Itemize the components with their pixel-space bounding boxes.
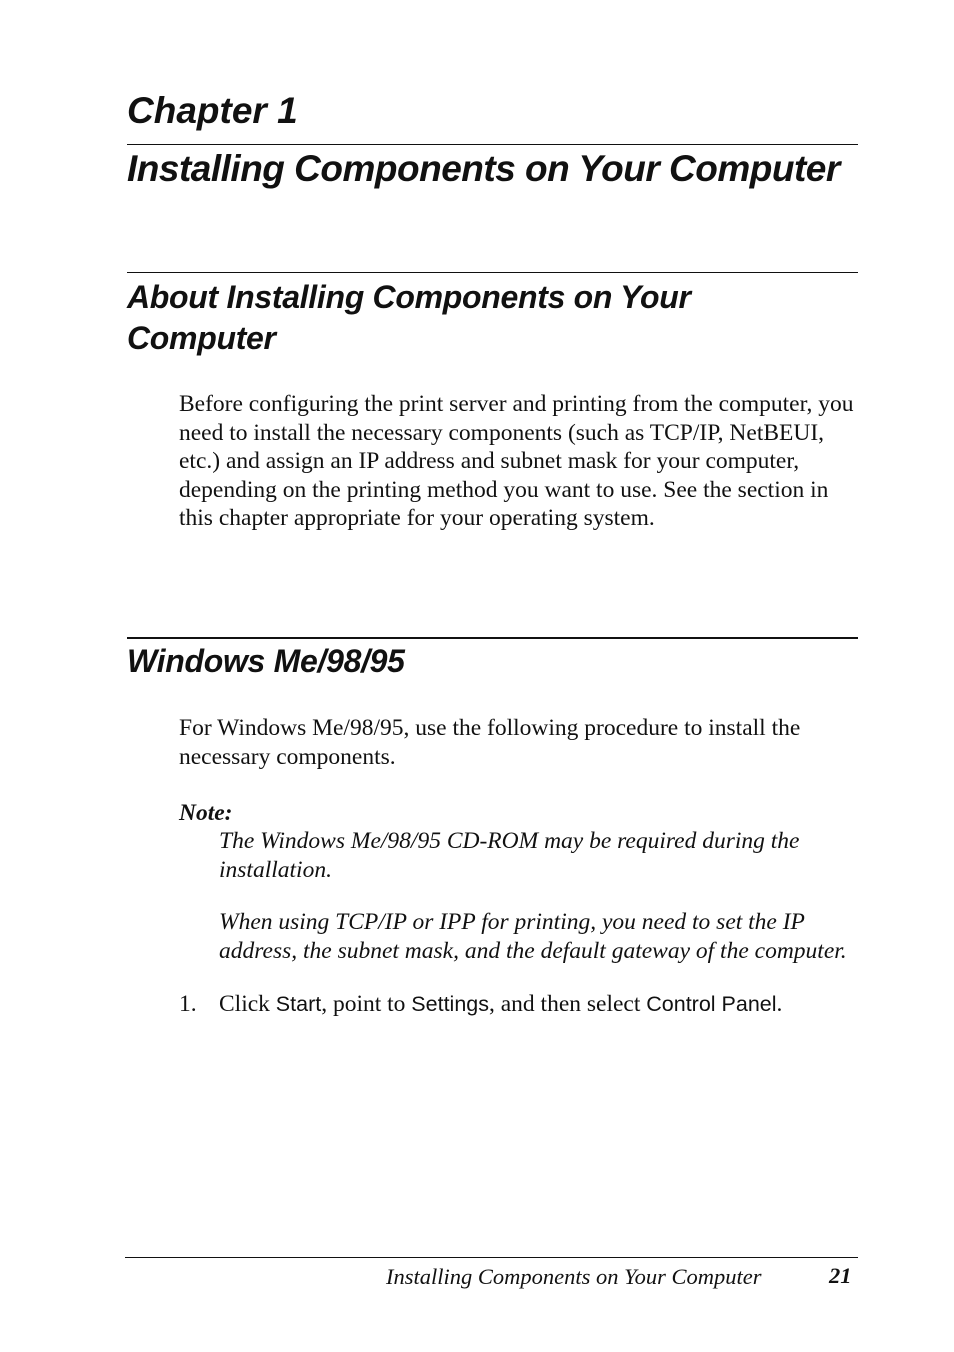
- note-label: Note:: [179, 800, 233, 826]
- step-text-part: Click: [219, 991, 276, 1017]
- step-text-part: , and then select: [488, 991, 647, 1017]
- page-number: 21: [829, 1263, 852, 1288]
- note-paragraph: The Windows Me/98/95 CD-ROM may be required during the installation.: [219, 828, 800, 883]
- chapter-title: Installing Components on Your Computer: [127, 148, 840, 189]
- ui-term-settings: Settings: [411, 992, 489, 1016]
- step-text: [219, 990, 782, 1018]
- footer-title: Installing Components on Your Computer: [386, 1264, 762, 1289]
- footer-rule: [125, 1257, 858, 1258]
- step-text-part: .: [776, 991, 783, 1017]
- ui-term-start: Start: [275, 992, 322, 1016]
- windows-section-heading: Windows Me/98/95: [127, 643, 405, 679]
- chapter-rule: [127, 144, 858, 145]
- windows-section-rule: [127, 637, 858, 639]
- windows-section-body: For Windows Me/98/95, use the following procedure to install the necessary components.: [179, 715, 801, 770]
- about-section-rule: [127, 272, 858, 273]
- step-text-part: , point to: [321, 991, 412, 1017]
- ui-term-control-panel: Control Panel: [646, 992, 777, 1016]
- chapter-label: Chapter 1: [127, 90, 298, 131]
- note-paragraph: When using TCP/IP or IPP for printing, you need to set the IP address, the subnet mask, and the default gateway of the computer.: [219, 909, 847, 964]
- step-number: 1.: [179, 991, 197, 1017]
- about-section-heading: About Installing Components on Your Computer: [127, 279, 691, 356]
- about-section-body: Before configuring the print server and printing from the computer, you need to install the necessary components (such as TCP/IP, NetBEUI, etc.) and assign an IP address and subnet mask for your computer, depending on the printing method you want to use. See the section in this chapter appropriate for your operating system.: [179, 391, 854, 531]
